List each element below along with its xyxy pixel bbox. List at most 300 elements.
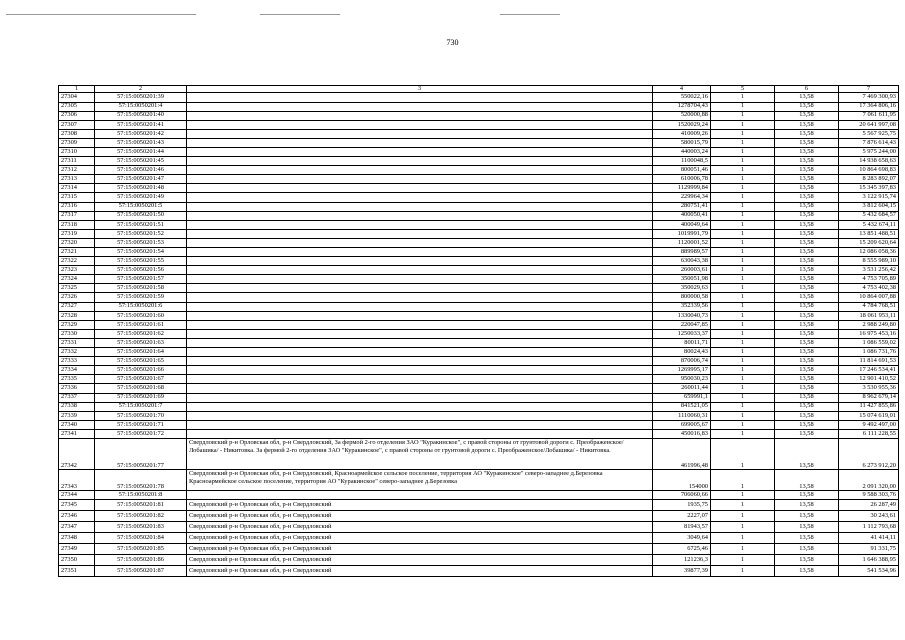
cadastral-number-cell: 57:15:0050201:78 <box>95 469 187 490</box>
cadastral-value-cell: 91 331,75 <box>839 544 899 555</box>
row-number-cell: 27335 <box>59 375 95 384</box>
table-row <box>59 93 899 102</box>
address-cell <box>187 202 653 211</box>
cadastral-value-cell: 7 061 611,95 <box>839 111 899 120</box>
area-cell: 630043,38 <box>653 257 711 266</box>
cadastral-number-cell: 57:15:0050201:50 <box>95 211 187 220</box>
area-cell: 450016,83 <box>653 429 711 438</box>
table-row <box>59 420 899 429</box>
cadastral-value-cell: 541 534,96 <box>839 566 899 577</box>
area-cell: 1019991,79 <box>653 229 711 238</box>
coefficient-cell: 1 <box>711 275 775 284</box>
cadastral-number-cell: 57:15:0050201:63 <box>95 338 187 347</box>
row-number-cell: 27345 <box>59 500 95 511</box>
coefficient-cell: 1 <box>711 202 775 211</box>
row-number-cell: 27317 <box>59 211 95 220</box>
address-cell: Свердловский р-н Орловская обл, р-н Свердловский <box>187 533 653 544</box>
address-cell: Свердловский р-н Орловская обл, р-н Свердловский <box>187 500 653 511</box>
cadastral-number-cell: 57:15:0050201:39 <box>95 93 187 102</box>
row-number-cell: 27315 <box>59 193 95 202</box>
cadastral-number-cell: 57:15:0050201:61 <box>95 320 187 329</box>
row-number-cell: 27346 <box>59 511 95 522</box>
rate-cell: 13,58 <box>775 284 839 293</box>
row-number-cell: 27338 <box>59 402 95 411</box>
cadastral-value-cell: 1 112 793,68 <box>839 522 899 533</box>
address-cell <box>187 302 653 311</box>
row-number-cell: 27350 <box>59 555 95 566</box>
coefficient-cell: 1 <box>711 320 775 329</box>
area-cell: 6725,46 <box>653 544 711 555</box>
coefficient-cell: 1 <box>711 93 775 102</box>
coefficient-cell: 1 <box>711 490 775 499</box>
rate-cell: 13,58 <box>775 302 839 311</box>
coefficient-cell: 1 <box>711 311 775 320</box>
table-row <box>59 302 899 311</box>
cadastral-value-cell: 12 901 410,52 <box>839 375 899 384</box>
cadastral-value-cell: 11 814 691,53 <box>839 357 899 366</box>
header-cell: 5 <box>711 86 775 93</box>
coefficient-cell: 1 <box>711 302 775 311</box>
cadastral-value-cell: 17 246 534,41 <box>839 366 899 375</box>
rate-cell: 13,58 <box>775 533 839 544</box>
address-cell: Свердловский р-н Орловская обл, р-н Свердловский <box>187 566 653 577</box>
cadastral-value-table <box>58 85 899 577</box>
coefficient-cell: 1 <box>711 469 775 490</box>
table-row <box>59 348 899 357</box>
area-cell: 400050,41 <box>653 211 711 220</box>
row-number-cell: 27311 <box>59 157 95 166</box>
address-cell <box>187 257 653 266</box>
cadastral-number-cell: 57:15:0050201:51 <box>95 220 187 229</box>
cadastral-number-cell: 57:15:0050201:64 <box>95 348 187 357</box>
cadastral-value-cell: 6 111 228,55 <box>839 429 899 438</box>
coefficient-cell: 1 <box>711 402 775 411</box>
row-number-cell: 27321 <box>59 248 95 257</box>
area-cell: 950030,23 <box>653 375 711 384</box>
cadastral-value-cell: 7 876 614,43 <box>839 138 899 147</box>
header-cell: 3 <box>187 86 653 93</box>
cadastral-value-cell: 15 345 397,83 <box>839 184 899 193</box>
coefficient-cell: 1 <box>711 257 775 266</box>
cadastral-number-cell: 57:15:0050201:59 <box>95 293 187 302</box>
cadastral-number-cell: 57:15:0050201:57 <box>95 275 187 284</box>
cadastral-number-cell: 57:15:0050201:69 <box>95 393 187 402</box>
cadastral-number-cell: 57:15:0050201:86 <box>95 555 187 566</box>
cadastral-value-cell: 16 975 453,16 <box>839 329 899 338</box>
table-row <box>59 522 899 533</box>
row-number-cell: 27307 <box>59 120 95 129</box>
page-number: 730 <box>446 38 459 47</box>
cadastral-number-cell: 57:15:0050201:82 <box>95 511 187 522</box>
area-cell: 659991,1 <box>653 393 711 402</box>
coefficient-cell: 1 <box>711 348 775 357</box>
table-row <box>59 490 899 499</box>
coefficient-cell: 1 <box>711 184 775 193</box>
header-cell: 7 <box>839 86 899 93</box>
table-row <box>59 429 899 438</box>
table-row <box>59 138 899 147</box>
coefficient-cell: 1 <box>711 384 775 393</box>
rate-cell: 13,58 <box>775 329 839 338</box>
coefficient-cell: 1 <box>711 111 775 120</box>
cadastral-value-cell: 9 492 497,00 <box>839 420 899 429</box>
rate-cell: 13,58 <box>775 438 839 469</box>
cadastral-number-cell: 57:15:0050201:70 <box>95 411 187 420</box>
cadastral-number-cell: 57:15:0050201:43 <box>95 138 187 147</box>
row-number-cell: 27309 <box>59 138 95 147</box>
cadastral-value-cell: 30 243,61 <box>839 511 899 522</box>
table-row <box>59 393 899 402</box>
cadastral-value-cell: 1 086 731,76 <box>839 348 899 357</box>
coefficient-cell: 1 <box>711 193 775 202</box>
coefficient-cell: 1 <box>711 375 775 384</box>
cadastral-number-cell: 57:15:0050201:53 <box>95 238 187 247</box>
cadastral-value-cell: 6 273 912,20 <box>839 438 899 469</box>
table-row <box>59 120 899 129</box>
table-row <box>59 157 899 166</box>
row-number-cell: 27322 <box>59 257 95 266</box>
area-cell: 1120001,52 <box>653 238 711 247</box>
row-number-cell: 27343 <box>59 469 95 490</box>
area-cell: 1330040,73 <box>653 311 711 320</box>
table-row <box>59 511 899 522</box>
address-cell <box>187 166 653 175</box>
table-row <box>59 238 899 247</box>
area-cell: 260011,44 <box>653 384 711 393</box>
cadastral-value-cell: 4 784 768,51 <box>839 302 899 311</box>
rate-cell: 13,58 <box>775 147 839 156</box>
cadastral-number-cell: 57:15:0050201:77 <box>95 438 187 469</box>
rate-cell: 13,58 <box>775 157 839 166</box>
table-row <box>59 544 899 555</box>
row-number-cell: 27316 <box>59 202 95 211</box>
rate-cell: 13,58 <box>775 490 839 499</box>
cadastral-value-cell: 10 864 698,83 <box>839 166 899 175</box>
row-number-cell: 27351 <box>59 566 95 577</box>
address-cell <box>187 129 653 138</box>
row-number-cell: 27313 <box>59 175 95 184</box>
area-cell: 80024,43 <box>653 348 711 357</box>
rate-cell: 13,58 <box>775 138 839 147</box>
cadastral-value-cell: 8 555 989,10 <box>839 257 899 266</box>
rate-cell: 13,58 <box>775 184 839 193</box>
cadastral-number-cell: 57:15:0050201:44 <box>95 147 187 156</box>
table-row <box>59 220 899 229</box>
coefficient-cell: 1 <box>711 220 775 229</box>
address-cell <box>187 102 653 111</box>
rate-cell: 13,58 <box>775 102 839 111</box>
cadastral-number-cell: 57:15:0050201:5 <box>95 202 187 211</box>
table-row <box>59 500 899 511</box>
cadastral-number-cell: 57:15:0050201:81 <box>95 500 187 511</box>
cadastral-value-cell: 3 122 915,74 <box>839 193 899 202</box>
area-cell: 800000,58 <box>653 293 711 302</box>
area-cell: 154000 <box>653 469 711 490</box>
coefficient-cell: 1 <box>711 357 775 366</box>
rate-cell: 13,58 <box>775 129 839 138</box>
rate-cell: 13,58 <box>775 120 839 129</box>
cadastral-number-cell: 57:15:0050201:72 <box>95 429 187 438</box>
address-cell <box>187 420 653 429</box>
cadastral-number-cell: 57:15:0050201:62 <box>95 329 187 338</box>
coefficient-cell: 1 <box>711 522 775 533</box>
header-cell: 1 <box>59 86 95 93</box>
table-row <box>59 366 899 375</box>
address-cell: Свердловский р-н Орловская обл, р-н Свердловский <box>187 555 653 566</box>
area-cell: 260003,61 <box>653 266 711 275</box>
cadastral-value-cell: 3 530 955,36 <box>839 384 899 393</box>
address-cell <box>187 384 653 393</box>
table-row <box>59 193 899 202</box>
area-cell: 580015,79 <box>653 138 711 147</box>
area-cell: 220047,85 <box>653 320 711 329</box>
table-row <box>59 102 899 111</box>
cadastral-value-cell: 7 469 300,93 <box>839 93 899 102</box>
row-number-cell: 27342 <box>59 438 95 469</box>
table-row <box>59 293 899 302</box>
cadastral-value-cell: 13 851 488,51 <box>839 229 899 238</box>
address-cell <box>187 238 653 247</box>
cadastral-value-cell: 4 753 402,38 <box>839 284 899 293</box>
cadastral-number-cell: 57:15:0050201:68 <box>95 384 187 393</box>
rate-cell: 13,58 <box>775 500 839 511</box>
row-number-cell: 27328 <box>59 311 95 320</box>
address-cell <box>187 357 653 366</box>
cadastral-number-cell: 57:15:0050201:71 <box>95 420 187 429</box>
address-cell <box>187 311 653 320</box>
rate-cell: 13,58 <box>775 393 839 402</box>
address-cell <box>187 175 653 184</box>
address-cell <box>187 111 653 120</box>
table-row <box>59 275 899 284</box>
table-row <box>59 111 899 120</box>
cadastral-number-cell: 57:15:0050201:41 <box>95 120 187 129</box>
address-cell <box>187 120 653 129</box>
table-row <box>59 202 899 211</box>
cadastral-number-cell: 57:15:0050201:60 <box>95 311 187 320</box>
rate-cell: 13,58 <box>775 338 839 347</box>
rate-cell: 13,58 <box>775 311 839 320</box>
area-cell: 889989,57 <box>653 248 711 257</box>
table-row <box>59 248 899 257</box>
cadastral-value-cell: 10 864 007,88 <box>839 293 899 302</box>
table-row <box>59 266 899 275</box>
cadastral-number-cell: 57:15:0050201:4 <box>95 102 187 111</box>
cadastral-number-cell: 57:15:0050201:40 <box>95 111 187 120</box>
row-number-cell: 27320 <box>59 238 95 247</box>
cadastral-number-cell: 57:15:0050201:56 <box>95 266 187 275</box>
coefficient-cell: 1 <box>711 429 775 438</box>
address-cell <box>187 490 653 499</box>
rate-cell: 13,58 <box>775 366 839 375</box>
address-cell <box>187 248 653 257</box>
cadastral-number-cell: 57:15:0050201:46 <box>95 166 187 175</box>
cadastral-number-cell: 57:15:0050201:8 <box>95 490 187 499</box>
cadastral-value-cell: 3 531 256,42 <box>839 266 899 275</box>
row-number-cell: 27327 <box>59 302 95 311</box>
address-cell <box>187 293 653 302</box>
cadastral-value-cell: 11 427 855,86 <box>839 402 899 411</box>
area-cell: 3049,64 <box>653 533 711 544</box>
area-cell: 800051,46 <box>653 166 711 175</box>
row-number-cell: 27334 <box>59 366 95 375</box>
area-cell: 121236,3 <box>653 555 711 566</box>
rate-cell: 13,58 <box>775 320 839 329</box>
row-number-cell: 27332 <box>59 348 95 357</box>
address-cell <box>187 375 653 384</box>
rate-cell: 13,58 <box>775 348 839 357</box>
cadastral-value-cell: 15 074 619,01 <box>839 411 899 420</box>
row-number-cell: 27314 <box>59 184 95 193</box>
rate-cell: 13,58 <box>775 429 839 438</box>
coefficient-cell: 1 <box>711 248 775 257</box>
area-cell: 706060,66 <box>653 490 711 499</box>
address-cell <box>187 348 653 357</box>
cadastral-value-cell: 8 283 892,07 <box>839 175 899 184</box>
area-cell: 350029,63 <box>653 284 711 293</box>
row-number-cell: 27312 <box>59 166 95 175</box>
coefficient-cell: 1 <box>711 366 775 375</box>
table-row <box>59 375 899 384</box>
cadastral-value-cell: 3 812 604,15 <box>839 202 899 211</box>
area-cell: 1520029,24 <box>653 120 711 129</box>
coefficient-cell: 1 <box>711 420 775 429</box>
cadastral-number-cell: 57:15:0050201:66 <box>95 366 187 375</box>
header-cell: 4 <box>653 86 711 93</box>
cadastral-value-cell: 26 287,49 <box>839 500 899 511</box>
coefficient-cell: 1 <box>711 338 775 347</box>
rate-cell: 13,58 <box>775 555 839 566</box>
cadastral-value-cell: 2 091 320,00 <box>839 469 899 490</box>
coefficient-cell: 1 <box>711 284 775 293</box>
area-cell: 440003,24 <box>653 147 711 156</box>
cadastral-value-cell: 2 988 249,80 <box>839 320 899 329</box>
rate-cell: 13,58 <box>775 411 839 420</box>
address-cell: Свердловский р-н Орловская обл, р-н Свердловский, За фермой 2-го отделения ЗАО "Куракинское", с правой стороны от грунтовой дороги с. Преображенское/Лобашика/ - Никитовка. За фермой 2-го отделения ЗАО "Куракинское", с правой стороны от грунтовой дороги с. Преображенское/Лобашика/ - Никитовка. <box>187 438 653 469</box>
area-cell: 229964,34 <box>653 193 711 202</box>
coefficient-cell: 1 <box>711 147 775 156</box>
rate-cell: 13,58 <box>775 211 839 220</box>
row-number-cell: 27344 <box>59 490 95 499</box>
cadastral-number-cell: 57:15:0050201:7 <box>95 402 187 411</box>
area-cell: 410009,26 <box>653 129 711 138</box>
table-row <box>59 320 899 329</box>
row-number-cell: 27304 <box>59 93 95 102</box>
address-cell <box>187 138 653 147</box>
rate-cell: 13,58 <box>775 511 839 522</box>
row-number-cell: 27330 <box>59 329 95 338</box>
coefficient-cell: 1 <box>711 266 775 275</box>
cadastral-number-cell: 57:15:0050201:49 <box>95 193 187 202</box>
coefficient-cell: 1 <box>711 120 775 129</box>
row-number-cell: 27305 <box>59 102 95 111</box>
cadastral-value-cell: 5 432 674,11 <box>839 220 899 229</box>
rate-cell: 13,58 <box>775 566 839 577</box>
cadastral-number-cell: 57:15:0050201:87 <box>95 566 187 577</box>
table-row <box>59 284 899 293</box>
address-cell <box>187 93 653 102</box>
table-row <box>59 469 899 490</box>
area-cell: 841521,05 <box>653 402 711 411</box>
row-number-cell: 27308 <box>59 129 95 138</box>
table-row <box>59 166 899 175</box>
address-cell <box>187 329 653 338</box>
coefficient-cell: 1 <box>711 129 775 138</box>
cadastral-number-cell: 57:15:0050201:45 <box>95 157 187 166</box>
table-row <box>59 555 899 566</box>
rate-cell: 13,58 <box>775 544 839 555</box>
cadastral-value-cell: 12 086 058,36 <box>839 248 899 257</box>
area-cell: 1129999,84 <box>653 184 711 193</box>
cadastral-number-cell: 57:15:0050201:65 <box>95 357 187 366</box>
coefficient-cell: 1 <box>711 293 775 302</box>
table-row <box>59 384 899 393</box>
header-cell: 6 <box>775 86 839 93</box>
coefficient-cell: 1 <box>711 229 775 238</box>
area-cell: 1100048,5 <box>653 157 711 166</box>
address-cell <box>187 338 653 347</box>
rate-cell: 13,58 <box>775 257 839 266</box>
address-cell: Свердловский р-н Орловская обл, р-н Свердловский <box>187 544 653 555</box>
area-cell: 1269995,17 <box>653 366 711 375</box>
rate-cell: 13,58 <box>775 248 839 257</box>
cadastral-value-cell: 5 975 244,00 <box>839 147 899 156</box>
coefficient-cell: 1 <box>711 511 775 522</box>
address-cell <box>187 147 653 156</box>
area-cell: 2227,07 <box>653 511 711 522</box>
cadastral-number-cell: 57:15:0050201:83 <box>95 522 187 533</box>
table-row <box>59 311 899 320</box>
table-row <box>59 184 899 193</box>
table-row <box>59 402 899 411</box>
address-cell <box>187 429 653 438</box>
row-number-cell: 27331 <box>59 338 95 347</box>
area-cell: 1278704,43 <box>653 102 711 111</box>
coefficient-cell: 1 <box>711 555 775 566</box>
cadastral-number-cell: 57:15:0050201:55 <box>95 257 187 266</box>
coefficient-cell: 1 <box>711 211 775 220</box>
area-cell: 610006,78 <box>653 175 711 184</box>
area-cell: 352339,56 <box>653 302 711 311</box>
scan-artifact-line <box>500 14 560 15</box>
cadastral-number-cell: 57:15:0050201:6 <box>95 302 187 311</box>
row-number-cell: 27319 <box>59 229 95 238</box>
address-cell <box>187 229 653 238</box>
area-cell: 350051,98 <box>653 275 711 284</box>
area-cell: 1110060,31 <box>653 411 711 420</box>
table-row <box>59 411 899 420</box>
area-cell: 520000,88 <box>653 111 711 120</box>
row-number-cell: 27341 <box>59 429 95 438</box>
row-number-cell: 27340 <box>59 420 95 429</box>
cadastral-value-cell: 14 938 658,63 <box>839 157 899 166</box>
row-number-cell: 27326 <box>59 293 95 302</box>
coefficient-cell: 1 <box>711 175 775 184</box>
cadastral-value-cell: 18 061 953,11 <box>839 311 899 320</box>
table-row <box>59 533 899 544</box>
address-cell <box>187 211 653 220</box>
coefficient-cell: 1 <box>711 238 775 247</box>
cadastral-number-cell: 57:15:0050201:52 <box>95 229 187 238</box>
cadastral-number-cell: 57:15:0050201:42 <box>95 129 187 138</box>
cadastral-value-cell: 1 086 559,02 <box>839 338 899 347</box>
area-cell: 699005,67 <box>653 420 711 429</box>
cadastral-value-cell: 4 753 705,89 <box>839 275 899 284</box>
table-row <box>59 175 899 184</box>
rate-cell: 13,58 <box>775 229 839 238</box>
area-cell: 1250033,37 <box>653 329 711 338</box>
address-cell <box>187 402 653 411</box>
